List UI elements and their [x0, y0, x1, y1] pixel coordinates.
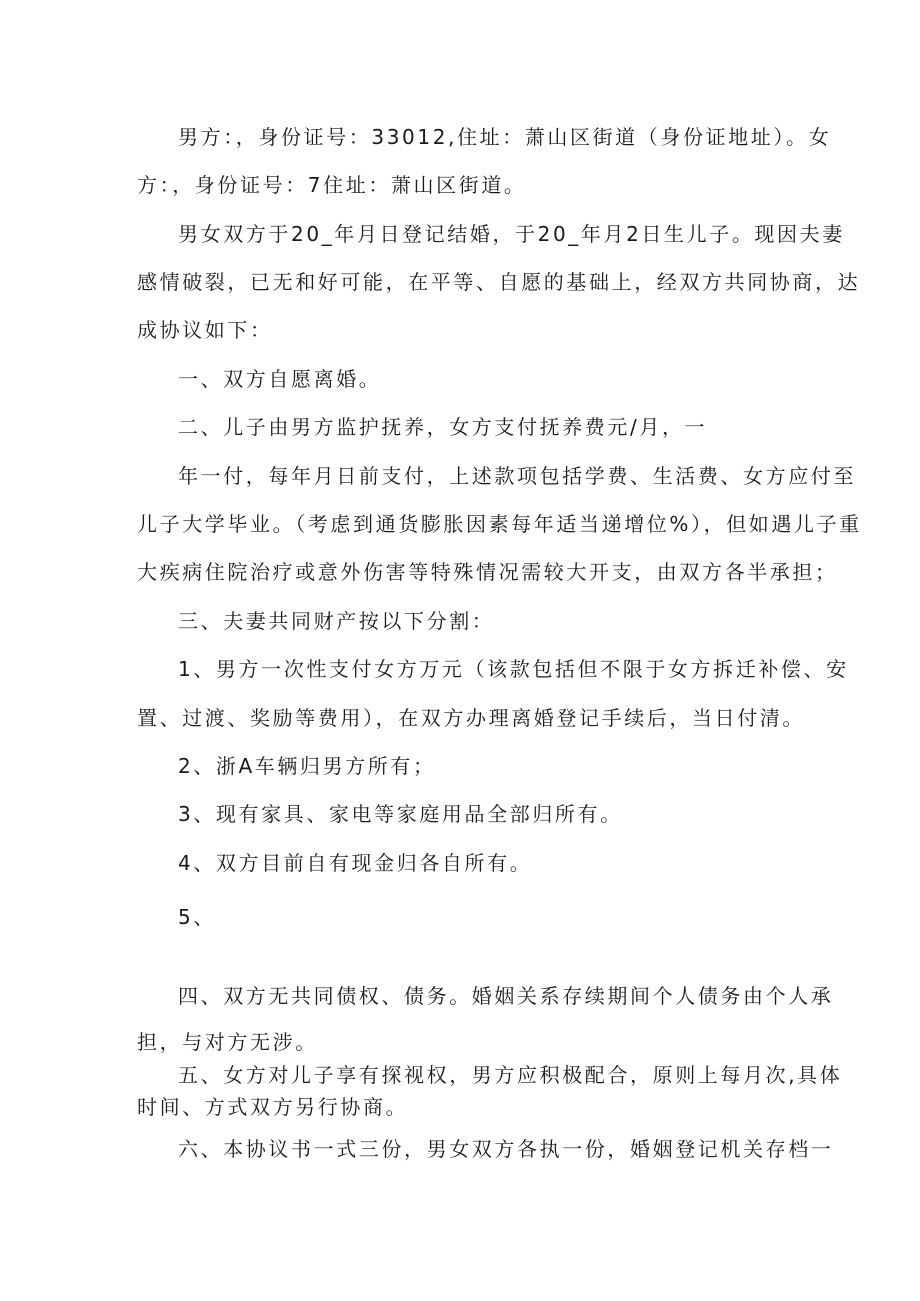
clause-3-heading: 三、夫妻共同财产按以下分割： [178, 609, 495, 633]
clause-1: 一、双方自愿离婚。 [178, 367, 382, 391]
clause-3-item-2: 2、浙A车辆归男方所有； [178, 754, 436, 778]
clause-3-item-3: 3、现有家具、家电等家庭用品全部归所有。 [178, 802, 623, 826]
para-marriage-line-2: 感情破裂，已无和好可能，在平等、自愿的基础上，经双方共同协商，达 [137, 270, 861, 294]
clause-3-item-1-line-2: 置、过渡、奖励等费用），在双方办理离婚登记手续后，当日付清。 [137, 706, 805, 730]
clause-6-line-1: 六、本协议书一式三份，男女双方各执一份，婚姻登记机关存档一 [178, 1137, 834, 1161]
para-parties-line-1: 男方：，身份证号：33012,住址：萧山区街道（身份证地址）。女 [178, 125, 832, 149]
clause-2-line-3: 儿子大学毕业。（考虑到通货膨胀因素每年适当递增位%），但如遇儿子重 [137, 512, 862, 536]
clause-2-line-4: 大疾病住院治疗或意外伤害等特殊情况需较大开支，由双方各半承担； [137, 560, 838, 584]
clause-2-line-2: 年一付，每年月日前支付，上述款项包括学费、生活费、女方应付至 [178, 464, 856, 488]
clause-5-line-2: 时间、方式双方另行协商。 [137, 1095, 409, 1119]
para-parties-line-2: 方：，身份证号：7住址：萧山区街道。 [137, 173, 527, 197]
clause-4-line-2: 担，与对方无涉。 [137, 1030, 318, 1054]
clause-5-line-1: 五、女方对儿子享有探视权，男方应积极配合，原则上每月次,具体 [178, 1063, 843, 1087]
clause-3-item-1-line-1: 1、男方一次性支付女方万元（该款包括但不限于女方拆迁补偿、安 [178, 657, 849, 681]
clause-2-line-1: 二、儿子由男方监护抚养，女方支付抚养费元/月，一 [178, 415, 708, 439]
clause-3-item-5: 5、 [178, 905, 216, 929]
clause-4-line-1: 四、双方无共同债权、债务。婚姻关系存续期间个人债务由个人承 [178, 984, 834, 1008]
para-marriage-line-1: 男女双方于20_年月日登记结婚，于20_年月2日生儿子。现因夫妻 [178, 222, 845, 246]
para-marriage-line-3: 成协议如下： [137, 318, 273, 342]
clause-3-item-4: 4、双方目前自有现金归各自所有。 [178, 851, 533, 875]
